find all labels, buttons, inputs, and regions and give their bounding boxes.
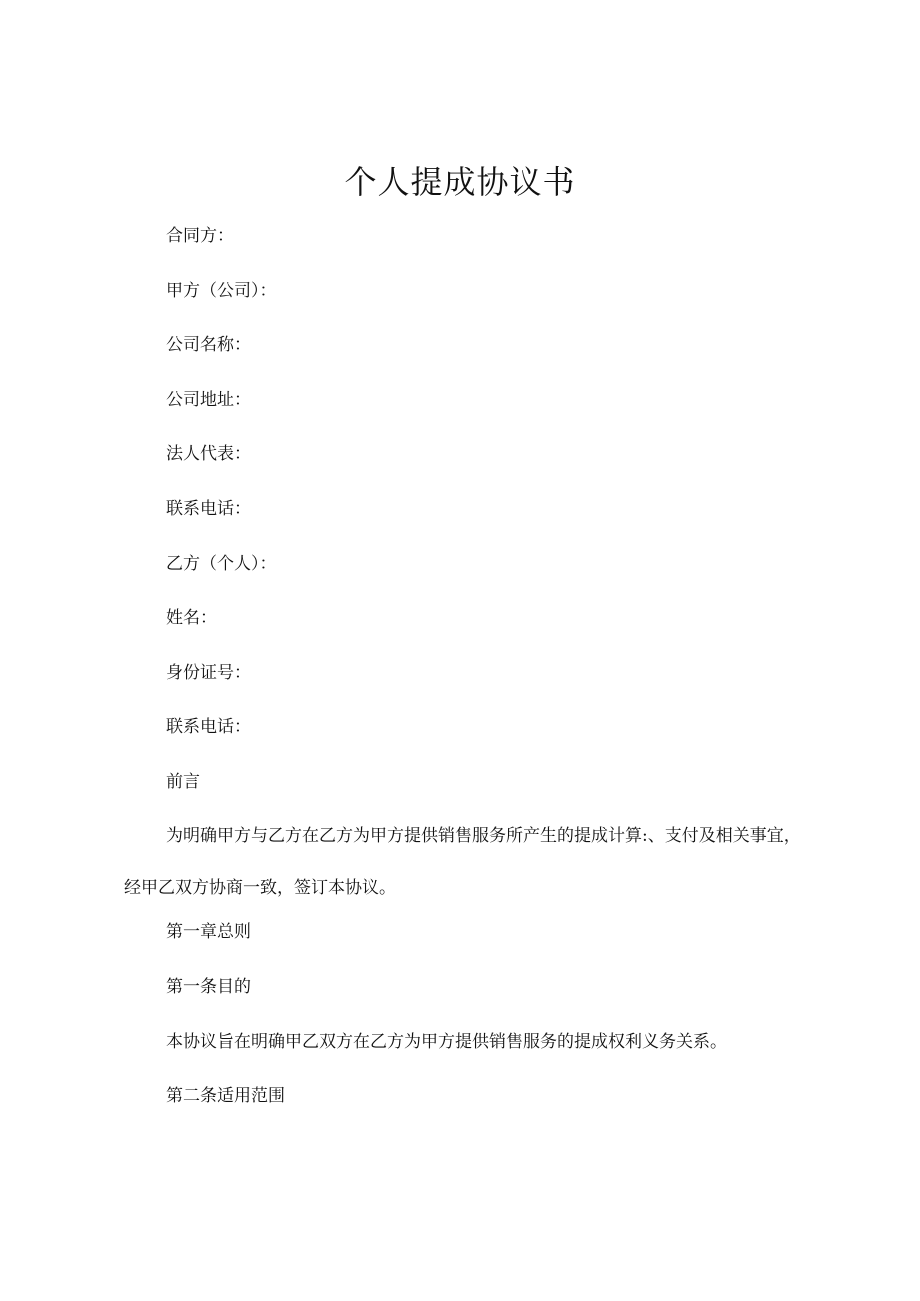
legal-representative-field: 法人代表： [166, 444, 251, 464]
company-phone-field: 联系电话： [166, 499, 251, 519]
contract-parties-label: 合同方： [166, 226, 234, 246]
party-a-heading: 甲方（公司）： [166, 281, 277, 301]
article-2-title: 第二条适用范围 [166, 1086, 285, 1106]
personal-phone-field: 联系电话： [166, 717, 251, 737]
article-1-title: 第一条目的 [166, 977, 251, 997]
party-b-heading: 乙方（个人）： [166, 554, 277, 574]
document-title: 个人提成协议书 [344, 163, 576, 201]
article-1-text: 本协议旨在明确甲乙双方在乙方为甲方提供销售服务的提成权利义务关系。 [166, 1032, 727, 1052]
name-field: 姓名： [166, 608, 217, 628]
company-name-field: 公司名称： [166, 335, 251, 355]
company-address-field: 公司地址： [166, 390, 251, 410]
preface-heading: 前言 [166, 772, 200, 792]
preface-paragraph: 为明确甲方与乙方在乙方为甲方提供销售服务所产生的提成计算:、支付及相关事宜，经甲乙双方协商一致，签订本协议。 [124, 826, 801, 898]
id-number-field: 身份证号： [166, 663, 251, 683]
chapter-1-heading: 第一章总则 [166, 922, 251, 942]
